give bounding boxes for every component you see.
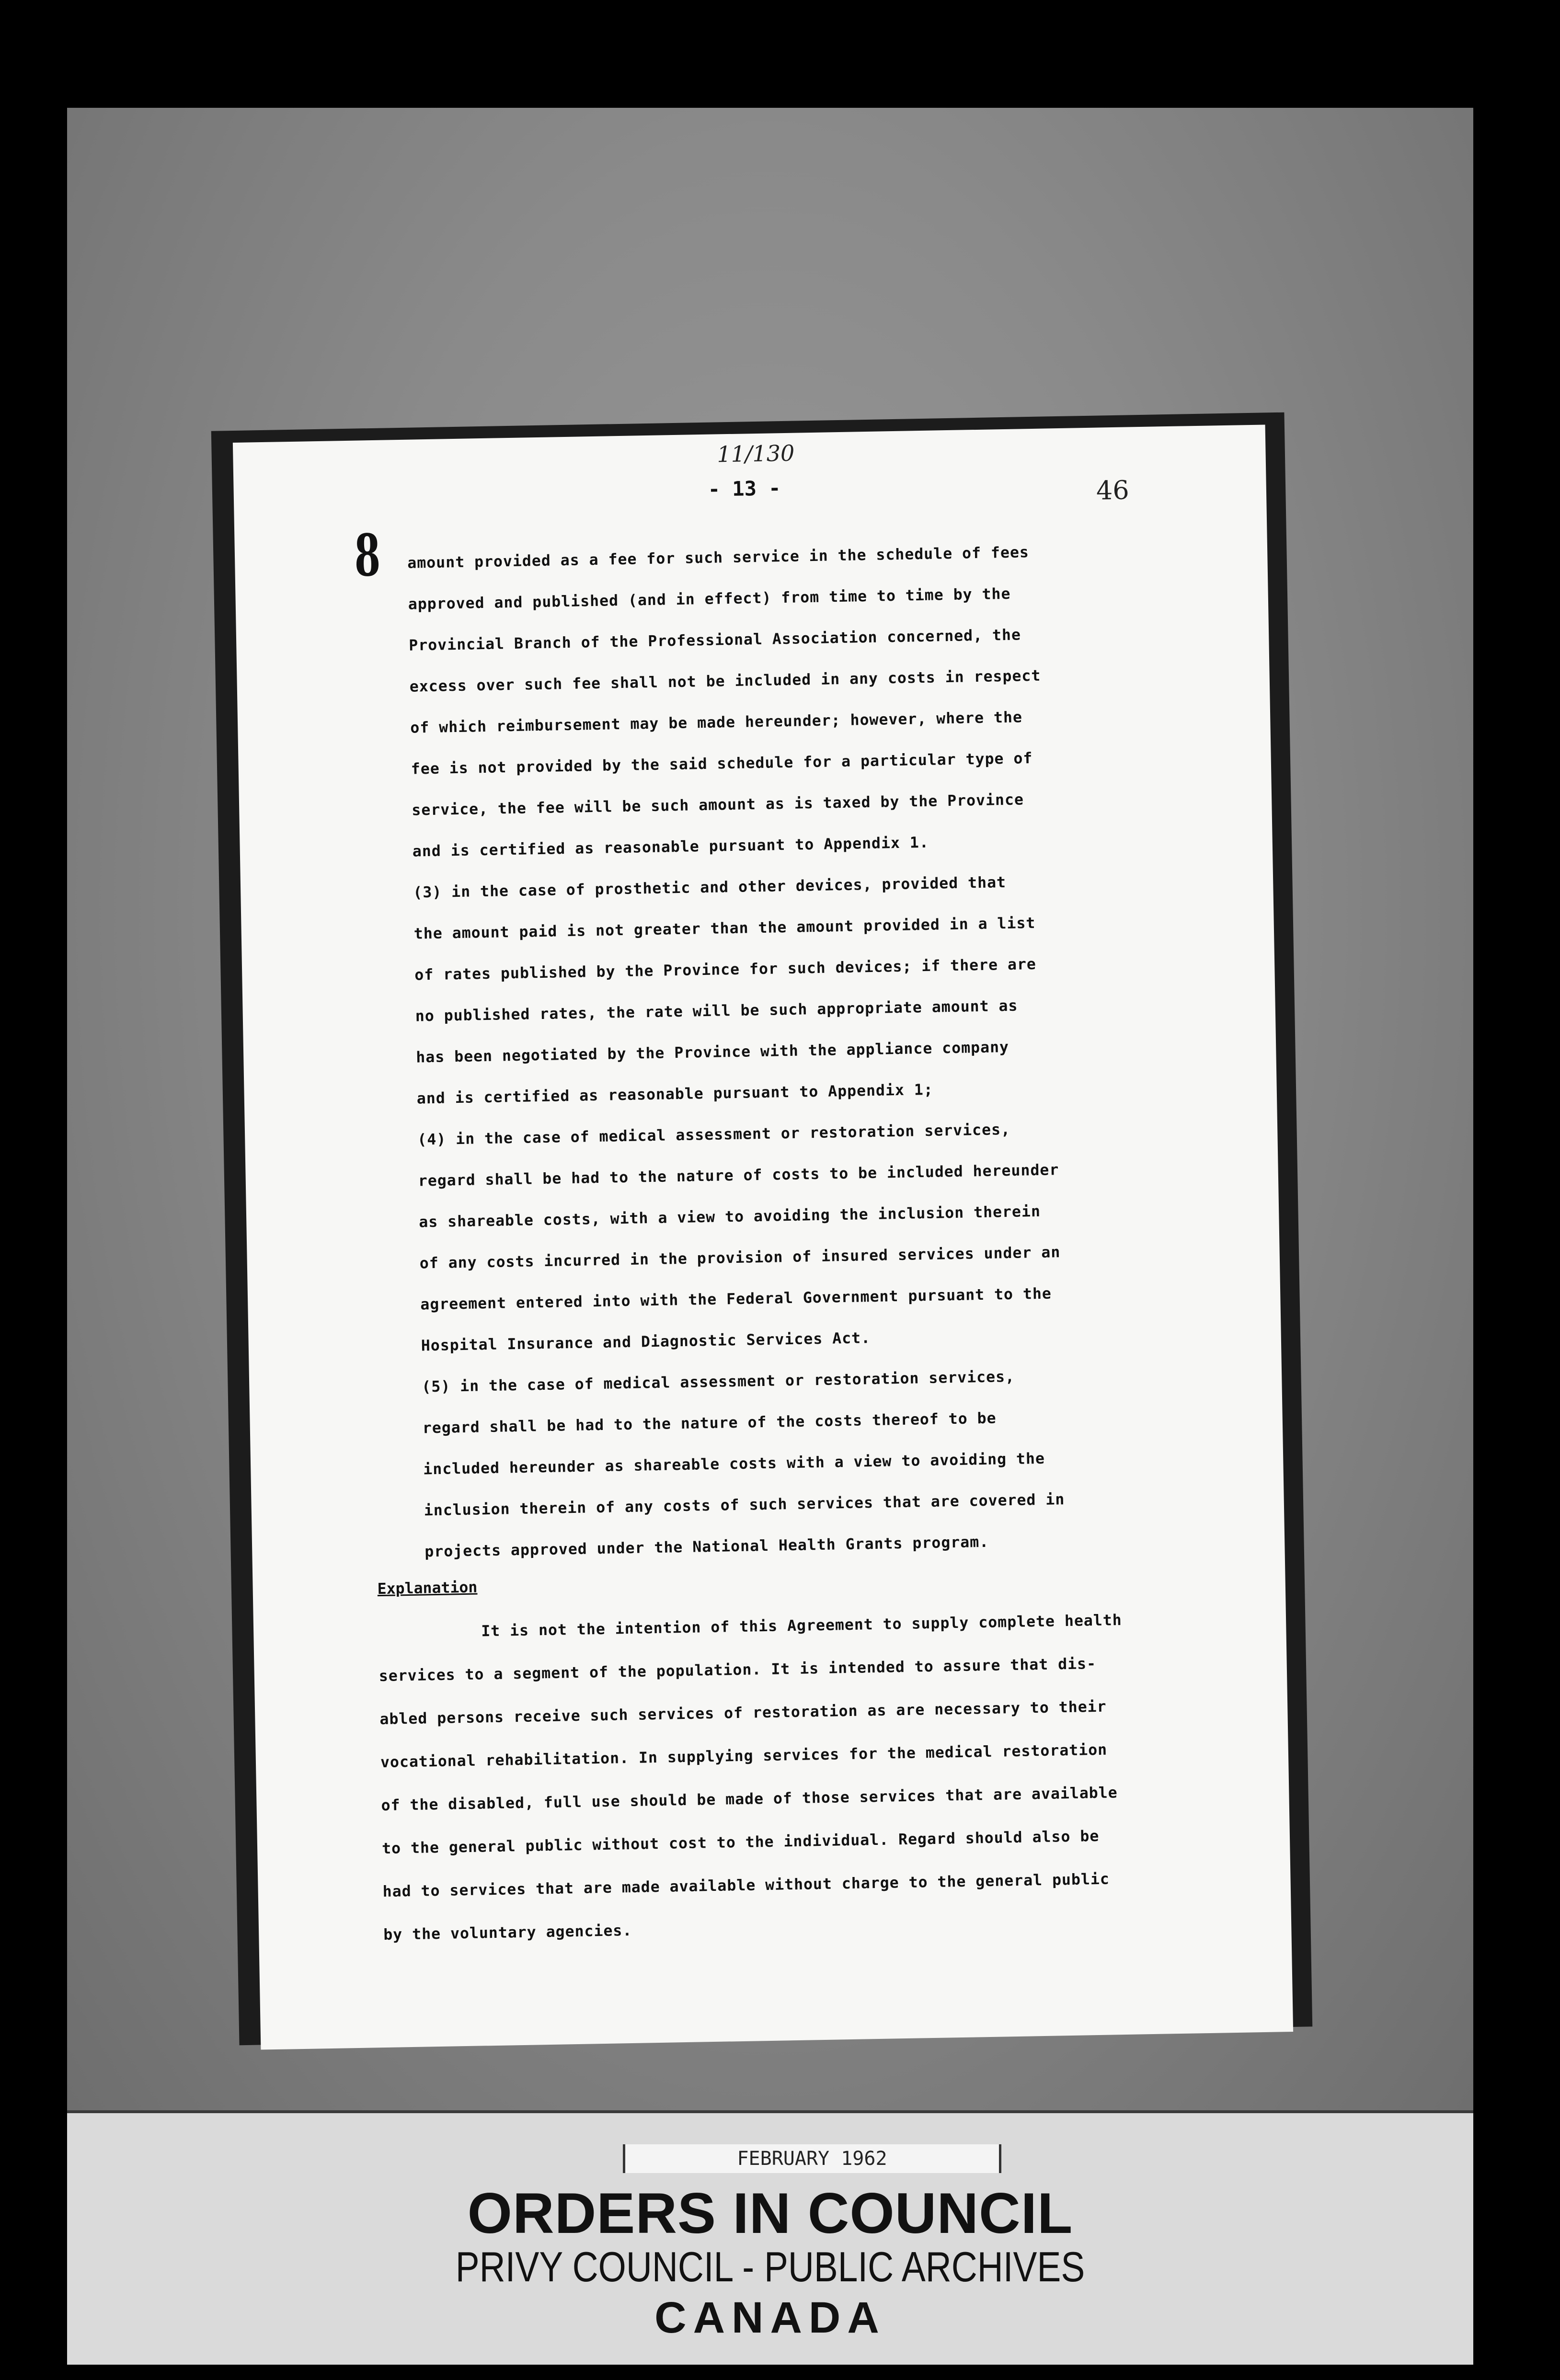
body-line: Hospital Insurance and Diagnostic Services Act. [421, 1329, 871, 1355]
folio-number: 46 [1096, 475, 1130, 506]
body-line: regard shall be had to the nature of costs to be included hereunder [418, 1161, 1059, 1190]
body-line: service, the fee will be such amount as is taxed by the Province [412, 791, 1024, 819]
body-line: and is certified as reasonable pursuant to Appendix 1. [412, 834, 929, 860]
body-line: Provincial Branch of the Professional Association concerned, the [409, 626, 1021, 654]
page-number: - 13 - [708, 476, 781, 501]
explanation-text [378, 1596, 1280, 1957]
body-line: (3) in the case of prosthetic and other devices, provided that [413, 874, 1007, 902]
body-line: (4) in the case of medical assessment or restoration services, [417, 1121, 1011, 1149]
margin-mark: 8 [354, 521, 381, 590]
explanation-heading: Explanation [377, 1579, 478, 1598]
explanation-line: of the disabled, full use should be made of those services that are available [381, 1784, 1118, 1815]
archive-footer [67, 2110, 1473, 2365]
date-label: FEBRUARY 1962 [623, 2144, 1001, 2173]
body-line: excess over such fee shall not be included in any costs in respect [409, 667, 1041, 696]
body-line: agreement entered into with the Federal Government pursuant to the [420, 1285, 1052, 1314]
footer-title: ORDERS IN COUNCIL [467, 2181, 1073, 2245]
body-line: no published rates, the rate will be such appropriate amount as [415, 997, 1018, 1025]
body-text [407, 528, 1249, 1573]
body-line: inclusion therein of any costs of such services that are covered in [424, 1491, 1065, 1520]
explanation-line: had to services that are made available without charge to the general public [382, 1870, 1110, 1901]
body-line: the amount paid is not greater than the amount provided in a list [413, 914, 1036, 943]
body-line: included hereunder as shareable costs with a view to avoiding the [423, 1450, 1045, 1478]
body-line: projects approved under the National Health Grants program. [424, 1533, 989, 1561]
body-line: amount provided as a fee for such service in the schedule of fees [407, 544, 1030, 572]
body-line: regard shall be had to the nature of the costs thereof to be [422, 1409, 997, 1437]
handwritten-reference: 11/130 [716, 440, 795, 468]
explanation-line: abled persons receive such services of restoration as are necessary to their [379, 1698, 1107, 1728]
body-line: of any costs incurred in the provision of insured services under an [419, 1244, 1061, 1272]
body-line: of which reimbursement may be made hereunder; however, where the [410, 709, 1023, 737]
body-line: as shareable costs, with a view to avoiding the inclusion therein [419, 1202, 1041, 1231]
explanation-line: by the voluntary agencies. [383, 1922, 632, 1944]
body-line: fee is not provided by the said schedule for a particular type of [411, 750, 1033, 778]
explanation-line: to the general public without cost to the individual. Regard should also be [381, 1827, 1100, 1858]
body-line: and is certified as reasonable pursuant to Appendix 1; [416, 1081, 934, 1108]
explanation-line: It is not the intention of this Agreement to supply complete health [481, 1612, 1123, 1640]
explanation-line: services to a segment of the population. It is intended to assure that dis- [379, 1655, 1097, 1685]
body-line: (5) in the case of medical assessment or restoration services, [422, 1368, 1015, 1396]
body-line: has been negotiated by the Province with the appliance company [416, 1038, 1009, 1066]
body-line: approved and published (and in effect) from time to time by the [408, 585, 1011, 613]
footer-country: CANADA [654, 2293, 886, 2342]
footer-subtitle: PRIVY COUNCIL - PUBLIC ARCHIVES [455, 2243, 1085, 2290]
explanation-line: vocational rehabilitation. In supplying services for the medical restoration [380, 1741, 1108, 1772]
document-page [233, 424, 1293, 2049]
body-line: of rates published by the Province for such devices; if there are [414, 955, 1037, 984]
